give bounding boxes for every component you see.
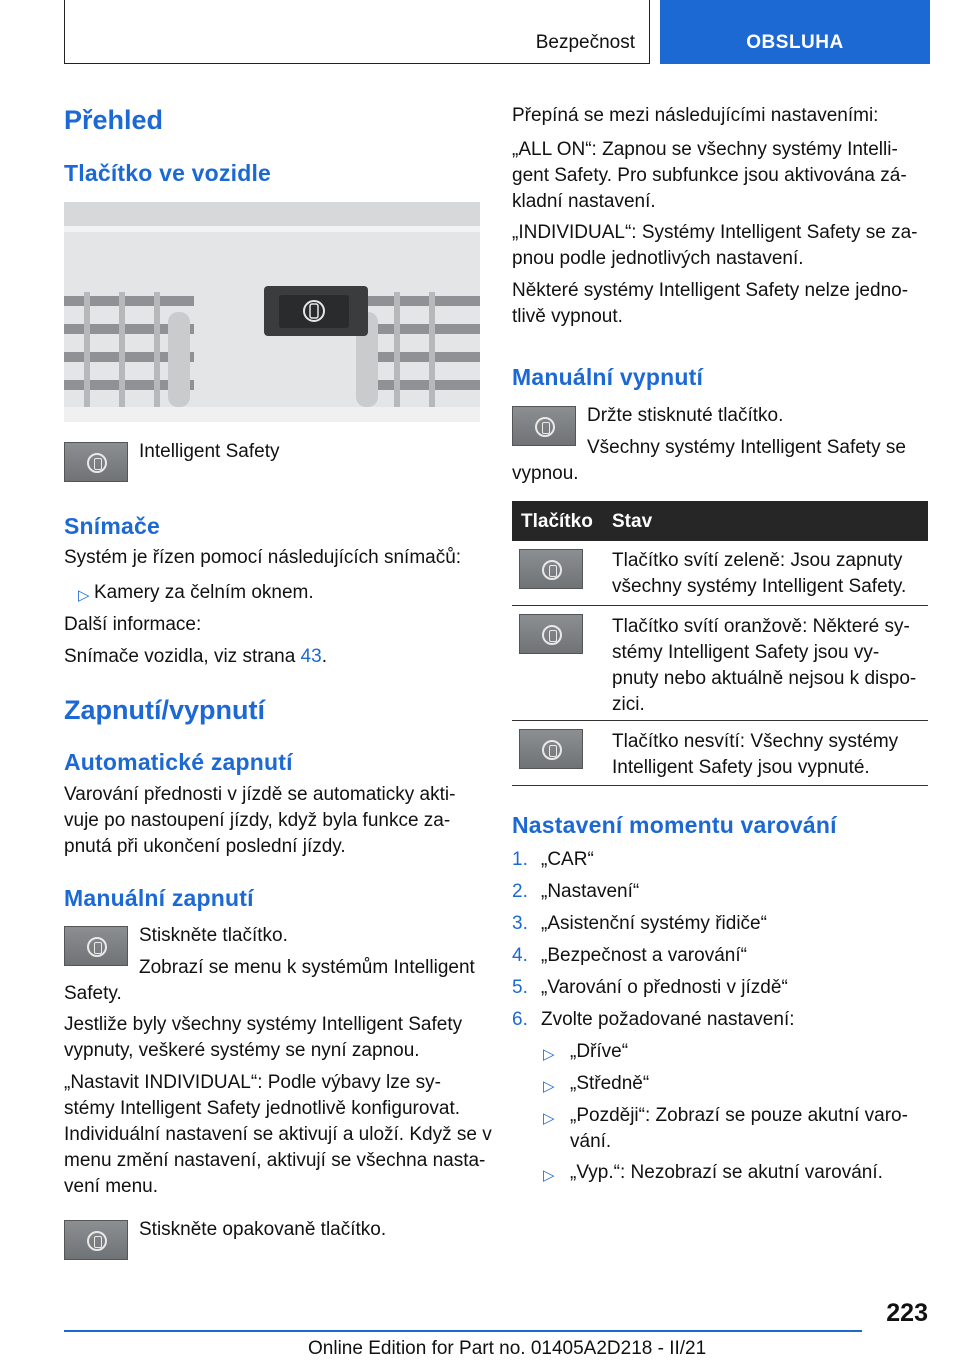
table-col-state: Stav xyxy=(612,511,653,532)
manual-on-step2a: Zobrazí se menu k systémům Intelligent xyxy=(139,957,475,978)
manual-off-step1: Držte stisknuté tlačítko. xyxy=(587,405,784,426)
sensors-bullet: Kamery za čelním oknem. xyxy=(94,582,314,603)
table-col-button: Tlačítko xyxy=(521,511,593,532)
page-number: 223 xyxy=(886,1299,928,1327)
bullet-triangle-icon: ▷ xyxy=(543,1167,555,1184)
bullet-triangle-icon: ▷ xyxy=(78,587,90,604)
table-row-3-line-2: Intelligent Safety jsou vypnuté. xyxy=(612,757,870,778)
step-number: 5. xyxy=(512,977,528,998)
sensors-ref-page-link[interactable]: 43 xyxy=(300,646,322,667)
step-number: 1. xyxy=(512,849,528,870)
individual-text-1: „INDIVIDUAL“: Systémy Intelligent Safety se za- xyxy=(512,222,918,243)
auto-text-2: vuje po nastoupení jízdy, když byla funkce za- xyxy=(64,810,451,831)
timing-heading: Nastavení momentu varování xyxy=(512,812,837,838)
intelligent-safety-icon xyxy=(87,453,107,473)
step-text: Zvolte požadované nastavení: xyxy=(541,1009,795,1030)
bullet-triangle-icon: ▷ xyxy=(543,1110,555,1127)
step-text: „Asistenční systémy řidiče“ xyxy=(541,913,767,934)
intelligent-safety-icon xyxy=(542,560,562,580)
intelligent-safety-icon xyxy=(535,417,555,437)
manual-on-text-1: Jestliže byly všechny systémy Intelligent Safety xyxy=(64,1014,463,1035)
step-number: 2. xyxy=(512,881,528,902)
table-row-1-line-2: všechny systémy Intelligent Safety. xyxy=(612,576,907,597)
step-number: 6. xyxy=(512,1009,528,1030)
allon-text-3: kladní nastavení. xyxy=(512,191,656,212)
header-section-box xyxy=(64,0,650,64)
auto-text-1: Varování přednosti v jízdě se automaticky akti- xyxy=(64,784,456,805)
page-header xyxy=(64,0,930,64)
sensors-text: Systém je řízen pomocí následujících snímačů: xyxy=(64,547,462,568)
manual-on-heading: Manuální zapnutí xyxy=(64,885,254,911)
header-section-title: Bezpečnost xyxy=(535,32,635,53)
table-row-divider xyxy=(512,605,928,606)
intelligent-safety-button-image xyxy=(64,442,128,482)
button-off-image xyxy=(519,729,583,769)
status-table-header xyxy=(512,501,928,541)
button-orange-image xyxy=(519,614,583,654)
option-later-1: „Později“: Zobrazí se pouze akutní varo- xyxy=(570,1105,908,1126)
table-row-divider xyxy=(512,720,928,721)
intelligent-safety-button-image xyxy=(512,406,576,446)
intelligent-safety-button-image xyxy=(64,926,128,966)
individual-text-2: pnou podle jednotlivých nastavení. xyxy=(512,248,804,269)
manual-on-text-2: vypnuty, veškeré systémy se nyní zapnou. xyxy=(64,1040,420,1061)
manual-off-step2a: Všechny systémy Intelligent Safety se xyxy=(587,437,906,458)
button-green-image xyxy=(519,549,583,589)
table-row-2-line-3: pnuty nebo aktuálně nejsou k dispo- xyxy=(612,668,917,689)
sensors-heading: Snímače xyxy=(64,513,161,539)
bullet-triangle-icon: ▷ xyxy=(543,1078,555,1095)
intelligent-safety-button-image xyxy=(64,1220,128,1260)
intelligent-safety-icon xyxy=(542,625,562,645)
option-later-2: vání. xyxy=(570,1131,612,1152)
manual-on-step1: Stiskněte tlačítko. xyxy=(139,925,288,946)
option-earlier: „Dříve“ xyxy=(570,1041,629,1062)
table-row-2-line-2: stémy Intelligent Safety jsou vy- xyxy=(612,642,880,663)
step-number: 4. xyxy=(512,945,528,966)
manual-on-text-3: „Nastavit INDIVIDUAL“: Podle výbavy lze sy- xyxy=(64,1072,441,1093)
table-row-2-line-4: zici. xyxy=(612,694,645,715)
button-heading: Tlačítko ve vozidle xyxy=(64,160,272,186)
step-text: „Varování o přednosti v jízdě“ xyxy=(541,977,788,998)
footer-edition: Online Edition for Part no. 01405A2D218 - II/21 xyxy=(308,1338,707,1359)
footer-rule xyxy=(64,1330,862,1332)
step-text: „Nastavení“ xyxy=(541,881,640,902)
step-text: „CAR“ xyxy=(541,849,594,870)
sensors-ref-text: Snímače vozidla, viz strana xyxy=(64,646,296,667)
manual-off-step2b: vypnou. xyxy=(512,463,579,484)
intelligent-safety-icon xyxy=(87,1231,107,1251)
manual-off-heading: Manuální vypnutí xyxy=(512,364,704,390)
manual-on-text-4: stémy Intelligent Safety jednotlivě konfigurovat. xyxy=(64,1098,461,1119)
onoff-heading: Zapnutí/vypnutí xyxy=(64,695,265,725)
some-systems-text-2: tlivě vypnout. xyxy=(512,306,623,327)
vehicle-button-photo xyxy=(64,202,480,422)
bullet-triangle-icon: ▷ xyxy=(543,1046,555,1063)
manual-on-text-6: menu změní nastavení, aktivují se všechna nasta- xyxy=(64,1150,486,1171)
auto-on-heading: Automatické zapnutí xyxy=(64,749,293,775)
table-row-1-line-1: Tlačítko svítí zeleně: Jsou zapnuty xyxy=(612,550,903,571)
table-row-3-line-1: Tlačítko nesvítí: Všechny systémy xyxy=(612,731,899,752)
table-row-2-line-1: Tlačítko svítí oranžově: Některé sy- xyxy=(612,616,910,637)
step-text: „Bezpečnost a varování“ xyxy=(541,945,747,966)
allon-text-1: „ALL ON“: Zapnou se všechny systémy Intelli- xyxy=(512,139,898,160)
manual-on-step2b: Safety. xyxy=(64,983,122,1004)
auto-text-3: pnutá při ukončení poslední jízdy. xyxy=(64,836,346,857)
some-systems-text-1: Některé systémy Intelligent Safety nelze jedno- xyxy=(512,280,909,301)
manual-on-text-7: vení menu. xyxy=(64,1176,158,1197)
sensors-ref-suffix: . xyxy=(321,646,327,667)
option-off: „Vyp.“: Nezobrazí se akutní varování. xyxy=(570,1162,883,1183)
manual-on-text-5: Individuální nastavení se aktivují a uloží. Když se v xyxy=(64,1124,492,1145)
option-medium: „Středně“ xyxy=(570,1073,650,1094)
more-info-label: Další informace: xyxy=(64,614,202,635)
intelligent-safety-icon xyxy=(542,740,562,760)
header-chapter-title: OBSLUHA xyxy=(746,32,844,53)
allon-text-2: gent Safety. Pro subfunkce jsou aktivována zá- xyxy=(512,165,907,186)
table-row-divider xyxy=(512,785,928,786)
page-title: Přehled xyxy=(64,105,164,135)
switch-text: Přepíná se mezi následujícími nastaveními: xyxy=(512,105,879,126)
step-number: 3. xyxy=(512,913,528,934)
manual-on-repeat: Stiskněte opakovaně tlačítko. xyxy=(139,1219,387,1240)
header-chapter-tab xyxy=(660,0,930,64)
intelligent-safety-icon xyxy=(87,937,107,957)
sensors-reference xyxy=(64,644,327,670)
button-caption: Intelligent Safety xyxy=(139,441,280,462)
